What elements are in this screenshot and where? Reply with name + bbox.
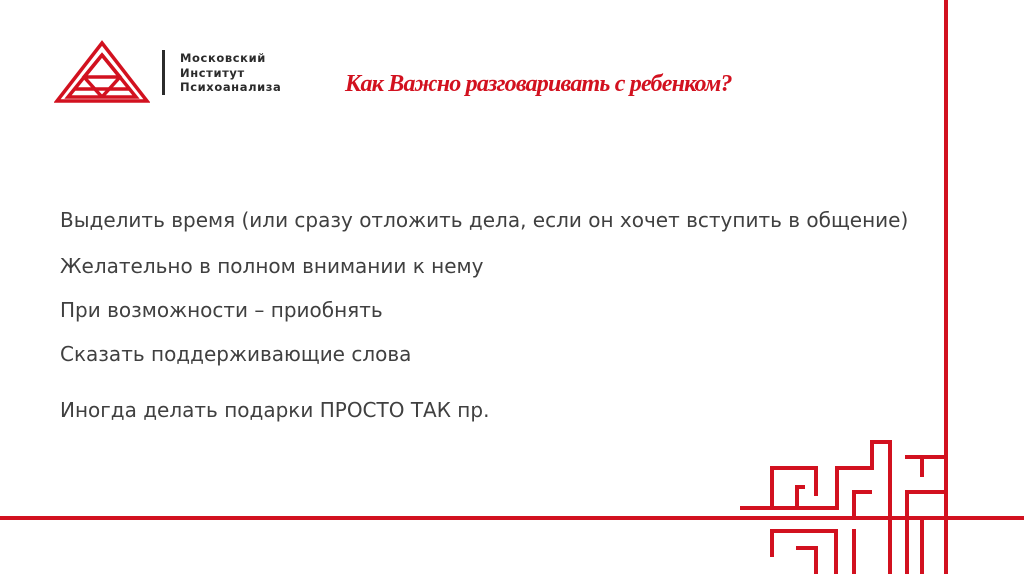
frame-vertical-line <box>944 0 948 574</box>
corner-ornament <box>740 440 944 574</box>
note-text: Иногда делать подарки ПРОСТО ТАК пр. <box>60 398 490 422</box>
list-item: Желательно в полном внимании к нему <box>60 254 484 278</box>
logo-line-1: Московский <box>180 51 266 65</box>
list-item: При возможности – приобнять <box>60 298 383 322</box>
frame-horizontal-line <box>0 516 1024 520</box>
list-item: Выделить время (или сразу отложить дела, если он хочет вступить в общение) <box>60 208 909 232</box>
logo-line-3: Психоанализа <box>180 80 282 94</box>
logo-text <box>180 51 281 95</box>
slide-title: Как Важно разговаривать с ребенком? <box>345 71 732 97</box>
logo-line-2: Институт <box>180 65 245 80</box>
list-item: Сказать поддерживающие слова <box>60 342 412 366</box>
triangle-knot-logo-icon <box>54 40 150 104</box>
slide-body <box>60 203 940 427</box>
logo-divider <box>162 50 165 95</box>
spacer <box>60 371 940 393</box>
